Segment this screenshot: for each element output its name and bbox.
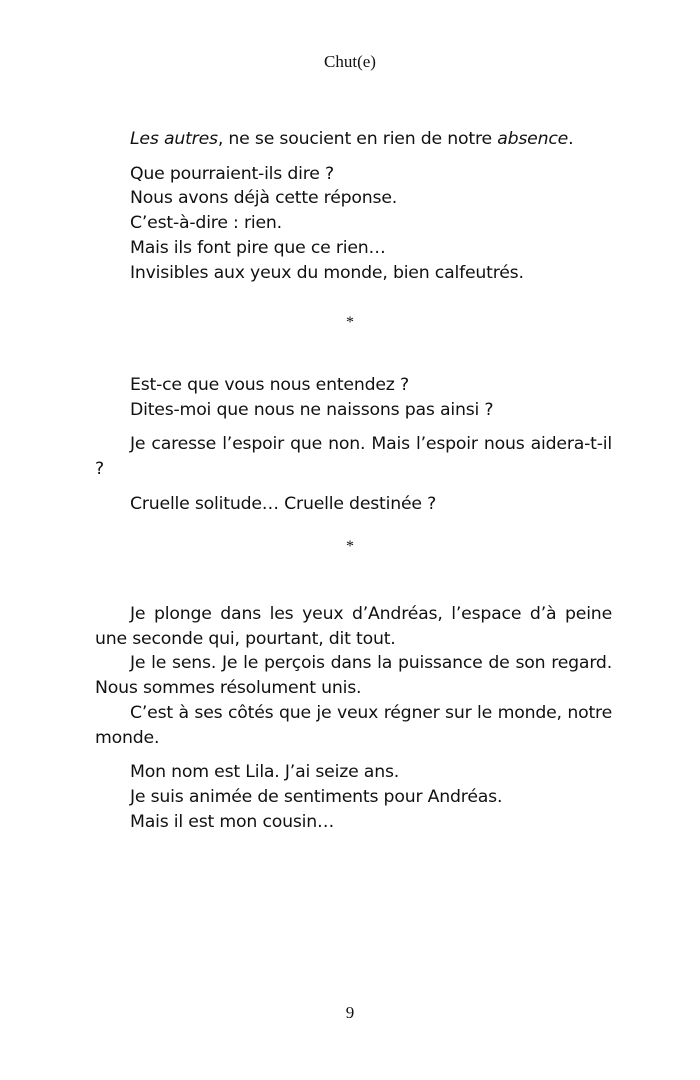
line: Est-ce que vous nous entendez ? <box>130 375 409 395</box>
line: Dites-moi que nous ne naissons pas ainsi ? <box>130 399 494 420</box>
section-separator: * <box>346 538 354 555</box>
line: Mais ils font pire que ce rien… <box>130 237 386 258</box>
text: , ne se soucient en rien de notre <box>217 129 498 149</box>
running-head: Chut(e) <box>324 52 376 71</box>
line: Mais il est mon cousin… <box>130 811 335 832</box>
text: . <box>568 129 574 149</box>
section-2 <box>95 373 612 517</box>
section-3 <box>95 602 612 834</box>
line: Cruelle solitude… Cruelle destinée ? <box>130 493 437 514</box>
paragraph: Je caresse l’espoir que non. Mais l’espoir nous aidera-t-il ? <box>95 434 612 480</box>
paragraph: Je le sens. Je le perçois dans la puissance de son regard. Nous sommes résolument unis. <box>95 653 612 699</box>
line: Je suis animée de sentiments pour Andréas. <box>130 786 503 807</box>
line: Invisibles aux yeux du monde, bien calfeutrés. <box>130 262 524 283</box>
paragraph: Je plonge dans les yeux d’Andréas, l’espace d’à peine une seconde qui, pourtant, dit tout. <box>95 604 612 649</box>
italic-text: Les autres <box>130 129 218 149</box>
italic-text: absence <box>497 129 569 149</box>
section-1 <box>95 127 612 285</box>
line: C’est-à-dire : rien. <box>130 213 282 234</box>
line: Mon nom est Lila. J’ai seize ans. <box>130 762 400 783</box>
paragraph <box>95 127 612 152</box>
line: Que pourraient-ils dire ? <box>130 163 334 184</box>
page-number: 9 <box>345 1003 355 1022</box>
section-separator: * <box>346 314 354 331</box>
line: Nous avons déjà cette réponse. <box>130 188 398 209</box>
paragraph: C’est à ses côtés que je veux régner sur le monde, notre monde. <box>95 702 612 748</box>
